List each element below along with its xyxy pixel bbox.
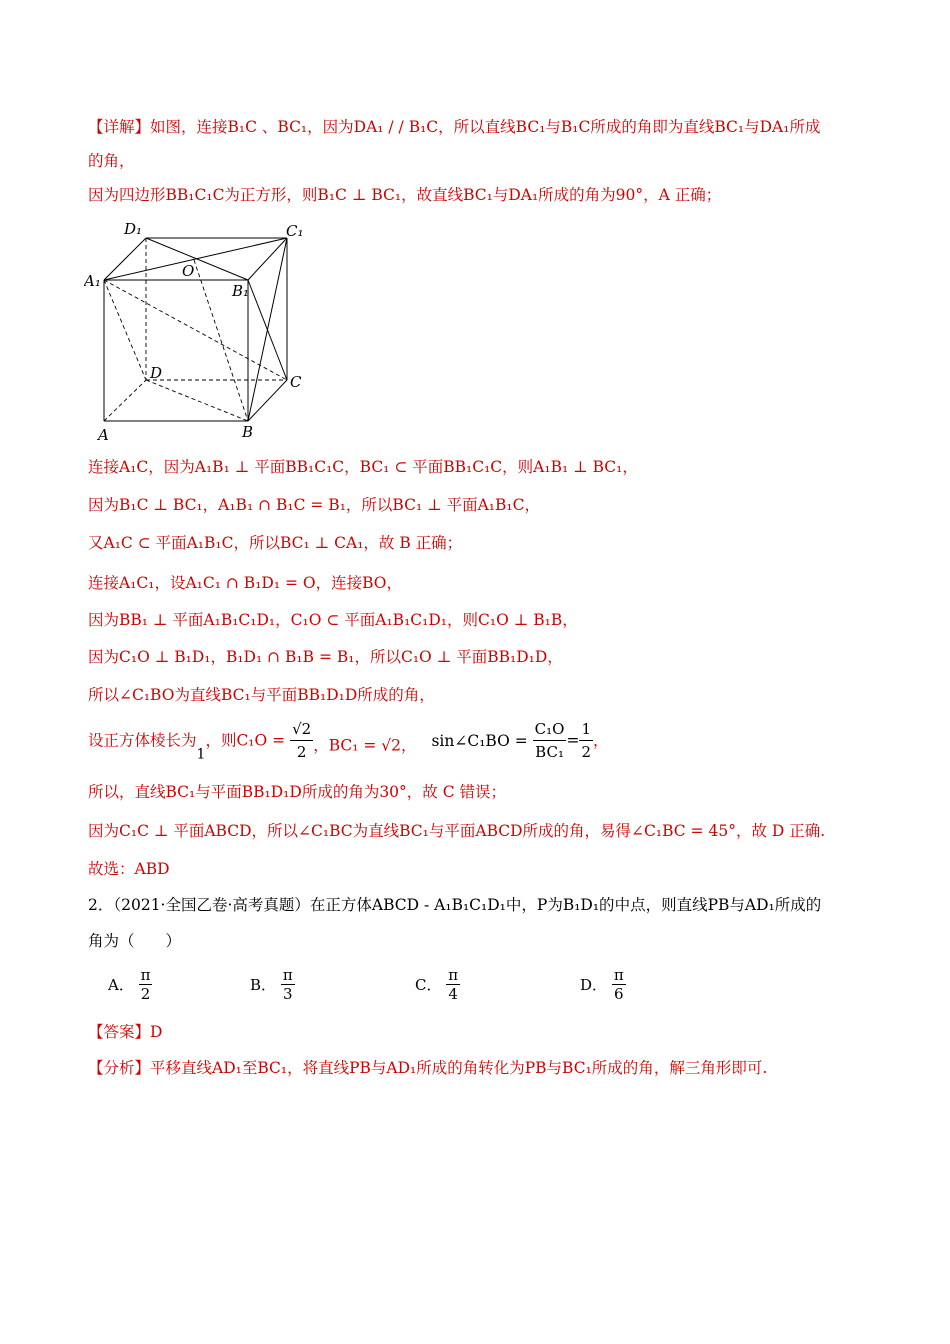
line11-text-c: ，则C₁O =	[205, 731, 286, 750]
option-a: A． $\frac{\pi}{2}$	[108, 966, 151, 1003]
option-d: D． $\frac{\pi}{6}$	[580, 966, 624, 1003]
fraction-sqrt2-over-2: $\frac{√2}{2}$	[292, 720, 312, 761]
fraction-one-half: $\frac{1}{2}$	[581, 720, 592, 761]
fraction-c1o-over-bc1: $\frac{\text{C₁O}}{\text{BC₁}}$	[534, 720, 565, 761]
solution-line-1: 【详解】如图，连接B₁C 、BC₁，因为DA₁ / / B₁C，所以直线BC₁与B₁C所成的角即为直线BC₁与DA₁所成	[88, 118, 821, 136]
line11-text-a: 设正方体棱长为	[88, 731, 197, 750]
option-a-fraction: $\frac{\pi}{2}$	[140, 966, 151, 1003]
solution-line-13: 因为C₁C ⊥ 平面ABCD，所以∠C₁BC为直线BC₁与平面ABCD所成的角，易得∠C₁BC = 45°，故 D 正确.	[88, 822, 826, 840]
solution-line-12: 所以，直线BC₁与平面BB₁D₁D所成的角为30°，故 C 错误；	[88, 783, 507, 801]
question2-analysis: 【分析】平移直线AD₁至BC₁，将直线PB与AD₁所成的角转化为PB与BC₁所成的角，解三角形即可.	[88, 1059, 768, 1077]
option-c-fraction: $\frac{\pi}{4}$	[448, 966, 459, 1003]
cube-figure	[84, 218, 314, 443]
option-b: B． $\frac{\pi}{3}$	[250, 966, 293, 1003]
solution-line-10: 所以∠C₁BO为直线BC₁与平面BB₁D₁D所成的角，	[88, 686, 435, 704]
solution-line-8: 因为BB₁ ⊥ 平面A₁B₁C₁D₁，C₁O ⊂ 平面A₁B₁C₁D₁，则C₁O ⊥ B₁B，	[88, 611, 578, 629]
solution-line-5: 因为B₁C ⊥ BC₁，A₁B₁ ∩ B₁C = B₁，所以BC₁ ⊥ 平面A₁B₁C，	[88, 496, 540, 514]
solution-line-4: 连接A₁C，因为A₁B₁ ⊥ 平面BB₁C₁C，BC₁ ⊂ 平面BB₁C₁C，则A₁B₁ ⊥ BC₁，	[88, 458, 638, 476]
line11-sin: sin∠C₁BO =	[431, 731, 528, 750]
label-B1: B₁	[232, 282, 250, 300]
label-C: C	[290, 373, 302, 391]
solution-line-2: 的角，	[88, 152, 135, 170]
label-A: A	[98, 426, 109, 443]
question2-stem-line-2: 角为（ ）	[88, 932, 182, 950]
solution-line-9: 因为C₁O ⊥ B₁D₁，B₁D₁ ∩ B₁B = B₁，所以C₁O ⊥ 平面BB₁D₁D，	[88, 648, 563, 666]
label-A1: A₁	[84, 272, 101, 290]
question2-stem-line-1: 2．（2021·全国乙卷·高考真题）在正方体ABCD - A₁B₁C₁D₁中，P为B₁D₁的中点，则直线PB与AD₁所成的	[88, 896, 822, 914]
line11-comma: ，	[593, 731, 609, 750]
line11-equals: =	[566, 731, 580, 750]
option-c: C． $\frac{\pi}{4}$	[415, 966, 459, 1003]
label-C1: C₁	[286, 222, 304, 240]
label-O: O	[182, 262, 195, 280]
option-d-fraction: $\frac{\pi}{6}$	[613, 966, 624, 1003]
solution-line-3: 因为四边形BB₁C₁C为正方形，则B₁C ⊥ BC₁，故直线BC₁与DA₁所成的角为90°，A 正确；	[88, 186, 722, 204]
solution-line-6: 又A₁C ⊂ 平面A₁B₁C，所以BC₁ ⊥ CA₁，故 B 正确；	[88, 534, 463, 552]
question2-answer: 【答案】D	[88, 1023, 163, 1041]
line11-text-e: ，BC₁ = √2，	[313, 736, 417, 755]
label-D: D	[150, 364, 163, 382]
solution-line-7: 连接A₁C₁，设A₁C₁ ∩ B₁D₁ = O，连接BO，	[88, 574, 402, 592]
solution-line-11	[88, 718, 609, 768]
label-D1: D₁	[124, 220, 143, 238]
option-b-fraction: $\frac{\pi}{3}$	[282, 966, 293, 1003]
label-B: B	[242, 423, 254, 441]
line11-one: 1	[196, 746, 206, 763]
solution-final-answer: 故选：ABD	[88, 860, 170, 878]
